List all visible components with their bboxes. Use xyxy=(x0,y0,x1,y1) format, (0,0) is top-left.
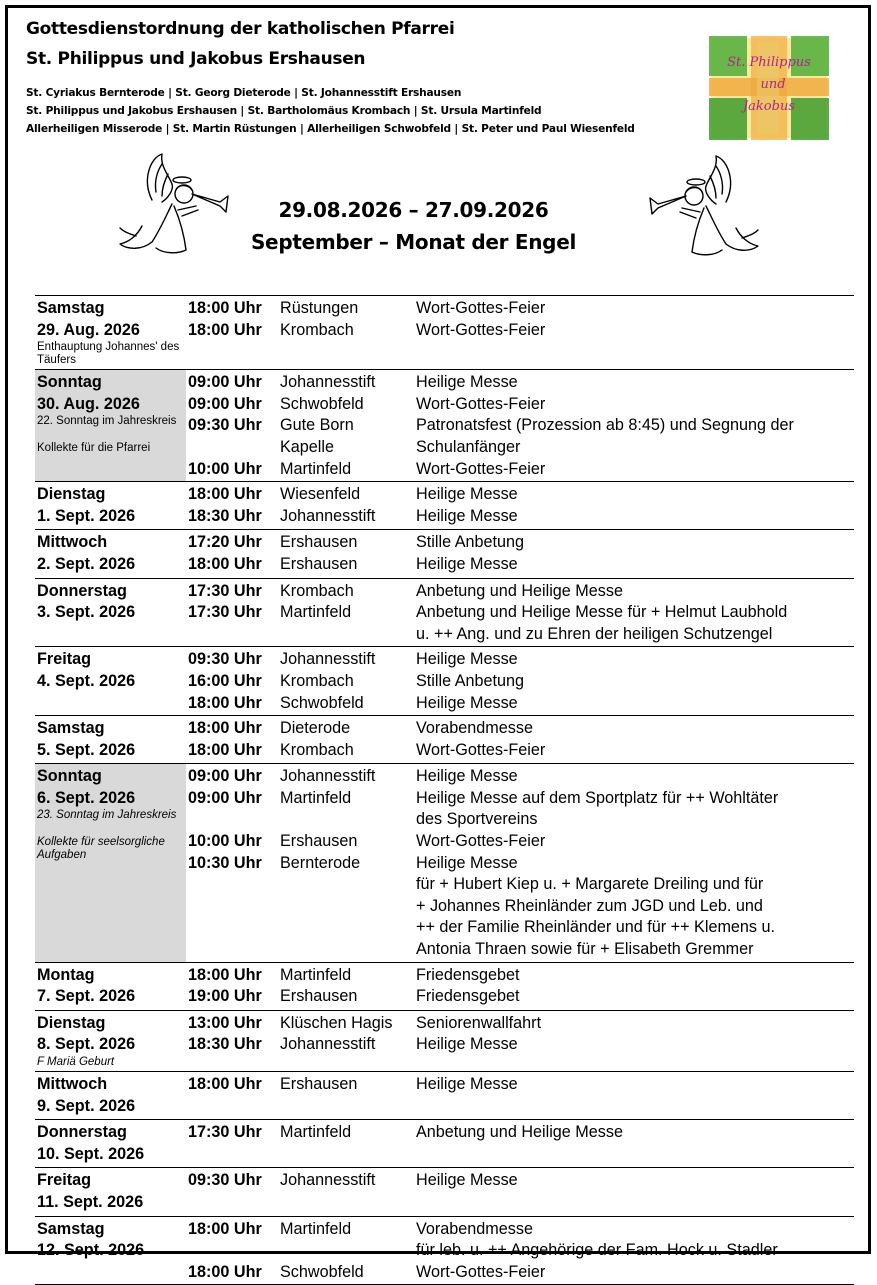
service-description xyxy=(416,1170,854,1192)
service-description xyxy=(416,965,854,987)
service-description xyxy=(416,437,854,459)
service-description xyxy=(416,1034,854,1056)
service-entry xyxy=(186,718,854,740)
service-time: 18:00 Uhr xyxy=(188,1262,262,1281)
service-list xyxy=(186,1011,854,1071)
weekday-label: Samstag xyxy=(37,299,105,317)
service-list xyxy=(186,647,854,715)
service-location: Ershausen xyxy=(280,987,358,1006)
service-description xyxy=(416,1262,854,1284)
day-date: 8. Sept. 2026 xyxy=(37,1035,136,1054)
service-time: 18:00 Uhr xyxy=(188,1219,262,1238)
parish-logo xyxy=(707,34,831,142)
liturgical-note: Kollekte für die Pfarrei xyxy=(37,442,151,455)
day-info xyxy=(35,764,186,961)
service-location: Ershausen xyxy=(280,533,358,552)
description-line: ++ der Familie Rheinländer und für ++ Klemens u. xyxy=(416,918,776,937)
service-location: Krombach xyxy=(280,671,354,690)
schedule-day-row xyxy=(35,296,854,370)
service-entry xyxy=(186,1122,854,1144)
service-entry xyxy=(186,394,854,416)
service-entry xyxy=(186,1170,854,1192)
service-location: Martinfeld xyxy=(280,603,352,622)
service-location: Schwobfeld xyxy=(280,693,364,712)
service-time: 18:00 Uhr xyxy=(188,320,262,339)
service-location: Krombach xyxy=(280,581,354,600)
description-line: Wort-Gottes-Feier xyxy=(416,394,546,413)
service-location: Schwobfeld xyxy=(280,1262,364,1281)
day-date: 1. Sept. 2026 xyxy=(37,506,136,525)
parish-list-line: St. Cyriakus Bernterode | St. Georg Dieterode | St. Johannesstift Ershausen xyxy=(26,87,462,99)
description-line: Heilige Messe xyxy=(416,373,518,392)
service-entry xyxy=(186,459,854,481)
weekday-label: Donnerstag xyxy=(37,1123,127,1142)
description-line: Heilige Messe xyxy=(416,1075,518,1093)
parish-list-line: Allerheiligen Misserode | St. Martin Rüstungen | Allerheiligen Schwobfeld | St. Peter und Paul Wiesenfeld xyxy=(26,123,635,135)
schedule-day-row xyxy=(35,482,854,530)
description-line: Friedensgebet xyxy=(416,965,520,984)
service-location: Martinfeld xyxy=(280,965,352,984)
service-list xyxy=(186,963,854,1010)
service-description xyxy=(416,693,854,715)
service-time: 18:00 Uhr xyxy=(188,485,262,504)
weekday-label: Donnerstag xyxy=(37,581,127,600)
service-location: Johannesstift xyxy=(280,767,376,786)
day-info xyxy=(35,1217,186,1285)
date-range-heading: 29.08.2026 – 27.09.2026 xyxy=(278,198,549,222)
description-line: Heilige Messe xyxy=(416,506,518,525)
day-date: 3. Sept. 2026 xyxy=(37,603,136,622)
description-line: u. ++ Ang. und zu Ehren der heiligen Schutzengel xyxy=(416,624,773,643)
liturgical-note: 22. Sonntag im Jahreskreis xyxy=(37,415,177,428)
schedule-day-row xyxy=(35,1168,854,1216)
service-location: Martinfeld xyxy=(280,1123,352,1142)
service-time: 09:30 Uhr xyxy=(188,1171,262,1190)
description-line: + Johannes Rheinländer zum JGD und Leb. und xyxy=(416,896,763,915)
service-entry xyxy=(186,372,854,394)
service-entry xyxy=(186,415,854,437)
service-time: 18:00 Uhr xyxy=(188,719,262,738)
service-time: 17:30 Uhr xyxy=(188,1123,262,1142)
weekday-label: Samstag xyxy=(37,1219,105,1238)
schedule-day-row xyxy=(35,1072,854,1120)
service-location: Schwobfeld xyxy=(280,394,364,413)
service-location: Martinfeld xyxy=(280,1219,352,1238)
service-description xyxy=(416,671,854,693)
service-location: Martinfeld xyxy=(280,788,352,807)
day-date: 7. Sept. 2026 xyxy=(37,987,136,1006)
service-location: Krombach xyxy=(280,320,354,339)
service-time: 09:00 Uhr xyxy=(188,767,262,786)
day-info xyxy=(35,579,186,647)
day-date: 29. Aug. 2026 xyxy=(37,320,140,339)
day-date: 10. Sept. 2026 xyxy=(37,1144,145,1163)
schedule-day-row xyxy=(35,963,854,1011)
parish-name: St. Philippus und Jakobus Ershausen xyxy=(26,49,366,69)
description-line: Vorabendmesse xyxy=(416,719,533,738)
service-time: 13:00 Uhr xyxy=(188,1013,262,1032)
service-description xyxy=(416,1122,854,1144)
service-list xyxy=(186,579,854,647)
service-list xyxy=(186,296,854,369)
service-location: Krombach xyxy=(280,740,354,759)
service-time: 09:30 Uhr xyxy=(188,416,262,435)
service-time: 18:00 Uhr xyxy=(188,965,262,984)
liturgical-note: F Mariä Geburt xyxy=(37,1056,115,1068)
service-time: 17:30 Uhr xyxy=(188,581,262,600)
service-location: Johannesstift xyxy=(280,506,376,525)
weekday-label: Mittwoch xyxy=(37,533,108,552)
service-location: Bernterode xyxy=(280,853,361,872)
service-location: Ershausen xyxy=(280,554,358,573)
service-description xyxy=(416,484,854,506)
schedule-day-row xyxy=(35,579,854,648)
description-line: Stille Anbetung xyxy=(416,671,525,690)
service-entry xyxy=(186,831,854,853)
day-info xyxy=(35,296,186,369)
service-list xyxy=(186,716,854,763)
description-line: Anbetung und Heilige Messe xyxy=(416,1123,623,1142)
description-line: Stille Anbetung xyxy=(416,533,525,552)
service-description xyxy=(416,718,854,740)
service-description xyxy=(416,602,854,645)
service-list xyxy=(186,1120,854,1167)
service-entry xyxy=(186,740,854,762)
weekday-label: Dienstag xyxy=(37,1013,106,1032)
description-line: Wort-Gottes-Feier xyxy=(416,832,546,851)
service-list xyxy=(186,1072,854,1119)
service-time: 19:00 Uhr xyxy=(188,987,262,1006)
day-date: 9. Sept. 2026 xyxy=(37,1096,136,1115)
service-schedule xyxy=(35,295,854,1285)
service-location: Johannesstift xyxy=(280,373,376,392)
service-location: Johannesstift xyxy=(280,650,376,669)
service-description xyxy=(416,1219,854,1262)
logo-text: und xyxy=(760,77,786,92)
schedule-day-row xyxy=(35,647,854,716)
service-entry xyxy=(186,532,854,554)
service-time: 18:00 Uhr xyxy=(188,1075,262,1093)
service-time: 18:00 Uhr xyxy=(188,740,262,759)
service-description xyxy=(416,788,854,831)
description-line: Anbetung und Heilige Messe für + Helmut Laubhold xyxy=(416,603,788,622)
service-description xyxy=(416,853,854,961)
day-date: 5. Sept. 2026 xyxy=(37,740,136,759)
service-description xyxy=(416,831,854,853)
schedule-day-row xyxy=(35,1011,854,1072)
service-entry xyxy=(186,554,854,576)
service-entry xyxy=(186,766,854,788)
service-time: 18:30 Uhr xyxy=(188,506,262,525)
liturgical-note: Enthauptung Johannes' des Täufers xyxy=(37,341,180,367)
description-line: Antonia Thraen sowie für + Elisabeth Gremmer xyxy=(416,940,754,959)
service-description xyxy=(416,581,854,603)
service-location: Dieterode xyxy=(280,719,351,738)
service-time: 18:30 Uhr xyxy=(188,1035,262,1054)
service-list xyxy=(186,482,854,529)
service-location: Johannesstift xyxy=(280,1035,376,1054)
service-entry xyxy=(186,986,854,1008)
service-time: 09:00 Uhr xyxy=(188,788,262,807)
service-description xyxy=(416,298,854,320)
service-description xyxy=(416,372,854,394)
service-description xyxy=(416,532,854,554)
day-info xyxy=(35,1120,186,1167)
service-time: 10:30 Uhr xyxy=(188,853,262,872)
schedule-day-row xyxy=(35,530,854,578)
service-list xyxy=(186,370,854,481)
description-line: Seniorenwallfahrt xyxy=(416,1013,542,1032)
day-info xyxy=(35,963,186,1010)
schedule-day-row xyxy=(35,1217,854,1285)
service-entry xyxy=(186,320,854,342)
day-date: 6. Sept. 2026 xyxy=(37,788,136,807)
service-entry xyxy=(186,965,854,987)
schedule-day-row xyxy=(35,1120,854,1168)
schedule-day-row xyxy=(35,716,854,764)
service-description xyxy=(416,415,854,437)
day-info xyxy=(35,647,186,715)
schedule-day-row xyxy=(35,764,854,962)
service-entry xyxy=(186,298,854,320)
service-time: 16:00 Uhr xyxy=(188,671,262,690)
service-location: Wiesenfeld xyxy=(280,485,361,504)
service-entry xyxy=(186,693,854,715)
day-date: 11. Sept. 2026 xyxy=(37,1192,144,1211)
day-date: 4. Sept. 2026 xyxy=(37,671,136,690)
service-entry xyxy=(186,671,854,693)
service-entry xyxy=(186,1262,854,1284)
day-info xyxy=(35,530,186,577)
description-line: Heilige Messe xyxy=(416,485,518,504)
service-time: 09:00 Uhr xyxy=(188,373,262,392)
service-location: Rüstungen xyxy=(280,299,359,317)
day-date: 2. Sept. 2026 xyxy=(37,554,136,573)
service-time: 18:00 Uhr xyxy=(188,299,262,317)
service-location: Klüschen Hagis xyxy=(280,1013,393,1032)
service-description xyxy=(416,1074,854,1096)
description-line: Wort-Gottes-Feier xyxy=(416,459,546,478)
service-entry xyxy=(186,649,854,671)
day-info xyxy=(35,716,186,763)
weekday-label: Freitag xyxy=(37,1171,91,1190)
day-info xyxy=(35,370,186,481)
description-line: des Sportvereins xyxy=(416,810,538,829)
schedule-day-row xyxy=(35,370,854,482)
service-entry xyxy=(186,484,854,506)
service-description xyxy=(416,506,854,528)
service-description xyxy=(416,649,854,671)
description-line: Schulanfänger xyxy=(416,437,521,456)
description-line: Heilige Messe xyxy=(416,1035,518,1054)
day-date: 12. Sept. 2026 xyxy=(37,1241,145,1260)
service-location: Martinfeld xyxy=(280,459,352,478)
description-line: Wort-Gottes-Feier xyxy=(416,1262,546,1281)
service-time: 18:00 Uhr xyxy=(188,554,262,573)
service-time xyxy=(186,437,280,459)
service-description xyxy=(416,394,854,416)
description-line: für leb. u. ++ Angehörige der Fam. Hock u. Stadler xyxy=(416,1241,778,1260)
description-line: Vorabendmesse xyxy=(416,1219,533,1238)
day-date: 30. Aug. 2026 xyxy=(37,394,140,413)
service-time: 09:00 Uhr xyxy=(188,394,262,413)
weekday-label: Mittwoch xyxy=(37,1075,108,1093)
service-entry xyxy=(186,788,854,831)
description-line: Heilige Messe xyxy=(416,554,518,573)
liturgical-note: 23. Sonntag im Jahreskreis xyxy=(37,809,177,822)
description-line: Wort-Gottes-Feier xyxy=(416,740,546,759)
service-description xyxy=(416,459,854,481)
service-list xyxy=(186,1217,854,1285)
service-description xyxy=(416,766,854,788)
description-line: Heilige Messe xyxy=(416,853,518,872)
description-line: Anbetung und Heilige Messe xyxy=(416,581,623,600)
description-line: Wort-Gottes-Feier xyxy=(416,320,546,339)
description-line: Friedensgebet xyxy=(416,987,520,1006)
month-theme-heading: September – Monat der Engel xyxy=(250,230,577,254)
service-list xyxy=(186,764,854,961)
weekday-label: Freitag xyxy=(37,650,91,669)
logo-text: St. Philippus xyxy=(727,55,811,70)
description-line: Heilige Messe auf dem Sportplatz für ++ Wohltäter xyxy=(416,788,779,807)
day-info xyxy=(35,1011,186,1071)
description-line: Patronatsfest (Prozession ab 8:45) und Segnung der xyxy=(416,416,794,435)
service-time: 18:00 Uhr xyxy=(188,693,262,712)
service-entry xyxy=(186,437,854,459)
document-title: Gottesdienstordnung der katholischen Pfarrei xyxy=(26,19,455,39)
day-info xyxy=(35,482,186,529)
service-entry xyxy=(186,581,854,603)
service-time: 10:00 Uhr xyxy=(188,459,262,478)
weekday-label: Samstag xyxy=(37,719,105,738)
service-time: 10:00 Uhr xyxy=(188,832,262,851)
description-line: Heilige Messe xyxy=(416,693,518,712)
service-entry xyxy=(186,1013,854,1035)
service-location: Johannesstift xyxy=(280,1171,376,1190)
service-location: Kapelle xyxy=(280,437,335,456)
service-location: Gute Born xyxy=(280,416,354,435)
description-line: Heilige Messe xyxy=(416,1171,518,1190)
service-entry xyxy=(186,506,854,528)
service-list xyxy=(186,1168,854,1215)
description-line: Heilige Messe xyxy=(416,650,518,669)
service-time: 09:30 Uhr xyxy=(188,650,262,669)
service-entry xyxy=(186,853,854,961)
service-location: Ershausen xyxy=(280,1075,358,1093)
logo-text: Jakobus xyxy=(742,99,796,114)
weekday-label: Dienstag xyxy=(37,485,106,504)
weekday-label: Sonntag xyxy=(37,767,102,786)
service-description xyxy=(416,740,854,762)
weekday-label: Montag xyxy=(37,965,95,984)
liturgical-note: Kollekte für seelsorgliche Aufgaben xyxy=(37,836,165,862)
service-entry xyxy=(186,1219,854,1262)
description-line: für + Hubert Kiep u. + Margarete Dreiling und für xyxy=(416,875,764,894)
service-description xyxy=(416,320,854,342)
parish-list-line: St. Philippus und Jakobus Ershausen | St. Bartholomäus Krombach | St. Ursula Martinfeld xyxy=(26,105,542,117)
service-list xyxy=(186,530,854,577)
service-description xyxy=(416,554,854,576)
service-description xyxy=(416,986,854,1008)
service-time: 17:20 Uhr xyxy=(188,533,262,552)
description-line: Wort-Gottes-Feier xyxy=(416,299,546,317)
day-info xyxy=(35,1072,186,1119)
description-line: Heilige Messe xyxy=(416,767,518,786)
service-entry xyxy=(186,1074,854,1096)
service-time: 17:30 Uhr xyxy=(188,603,262,622)
service-entry xyxy=(186,602,854,645)
service-entry xyxy=(186,1034,854,1056)
day-info xyxy=(35,1168,186,1215)
service-description xyxy=(416,1013,854,1035)
service-location: Ershausen xyxy=(280,832,358,851)
weekday-label: Sonntag xyxy=(37,373,102,392)
